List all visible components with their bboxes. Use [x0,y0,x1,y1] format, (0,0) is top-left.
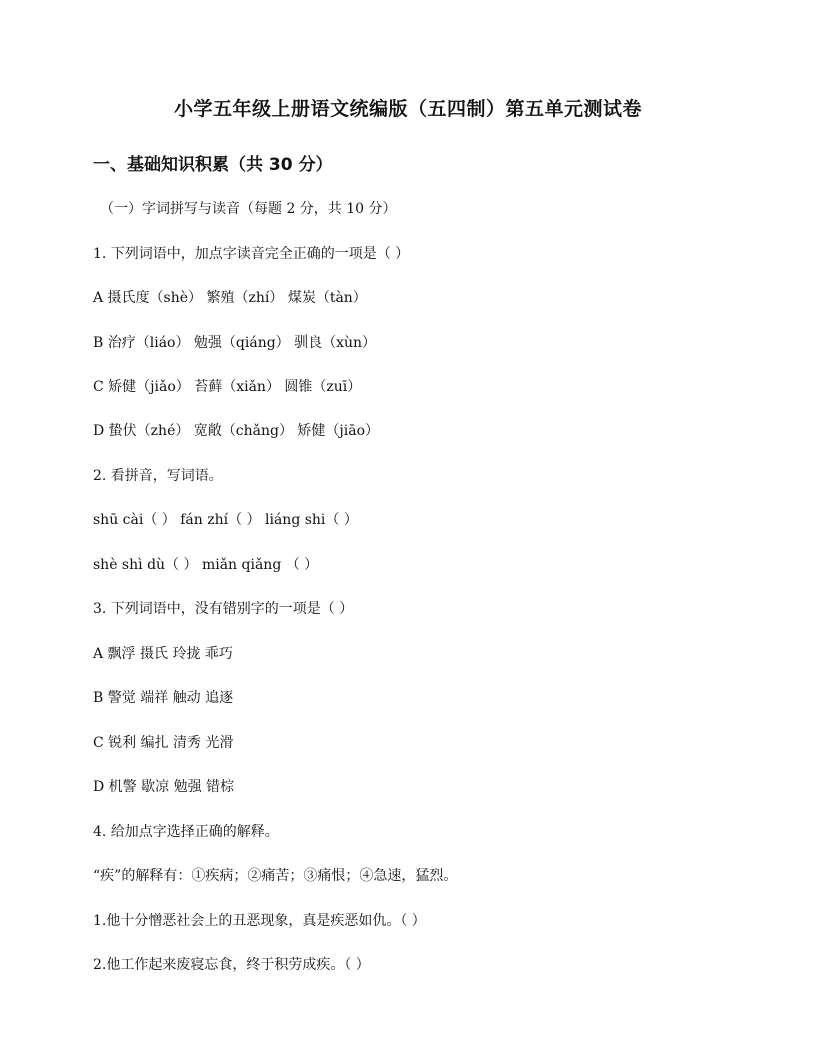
q2-pinyin-row-2: shè shì dù（ ） miǎn qiǎng （ ） [93,557,319,573]
q4-item-1: 1.他十分憎恶社会上的丑恶现象，真是疾恶如仇。（ ） [93,913,426,929]
section-heading-1: 一、基础知识积累（共 30 分） [93,155,333,175]
q2-pinyin-row-1: shū cài（ ） fán zhí（ ） liáng shi（ ） [93,512,358,528]
q1-option-b: B 治疗（liáo） 勉强（qiáng） 驯良（xùn） [93,335,377,351]
q3-option-d: D 机警 歇凉 勉强 错棕 [93,779,235,795]
question-4: 4. 给加点字选择正确的解释。 [93,824,279,840]
page-title: 小学五年级上册语文统编版（五四制）第五单元测试卷 [173,98,642,120]
q4-definitions: “疾”的解释有：①疾病；②痛苦；③痛恨；④急速，猛烈。 [93,868,458,884]
q4-item-2: 2.他工作起来废寝忘食，终于积劳成疾。（ ） [93,957,370,973]
q3-option-b: B 警觉 端祥 触动 追逐 [93,690,234,706]
question-2: 2. 看拼音，写词语。 [93,468,223,484]
question-3: 3. 下列词语中，没有错别字的一项是（ ） [93,601,354,617]
q1-option-a: A 摄氏度（shè） 繁殖（zhí） 煤炭（tàn） [93,290,367,306]
subsection-heading: （一）字词拼写与读音（每题 2 分，共 10 分） [100,201,397,217]
q1-option-d: D 蛰伏（zhé） 宽敞（chǎng） 矫健（jiāo） [93,423,380,439]
q3-option-a: A 飘浮 摄氏 玲拢 乖巧 [93,646,233,662]
q1-option-c: C 矫健（jiǎo） 苔藓（xiǎn） 圆锥（zuī） [93,379,362,395]
q3-option-c: C 锐利 编扎 清秀 光滑 [93,735,234,751]
question-1: 1. 下列词语中，加点字读音完全正确的一项是（ ） [93,246,410,262]
